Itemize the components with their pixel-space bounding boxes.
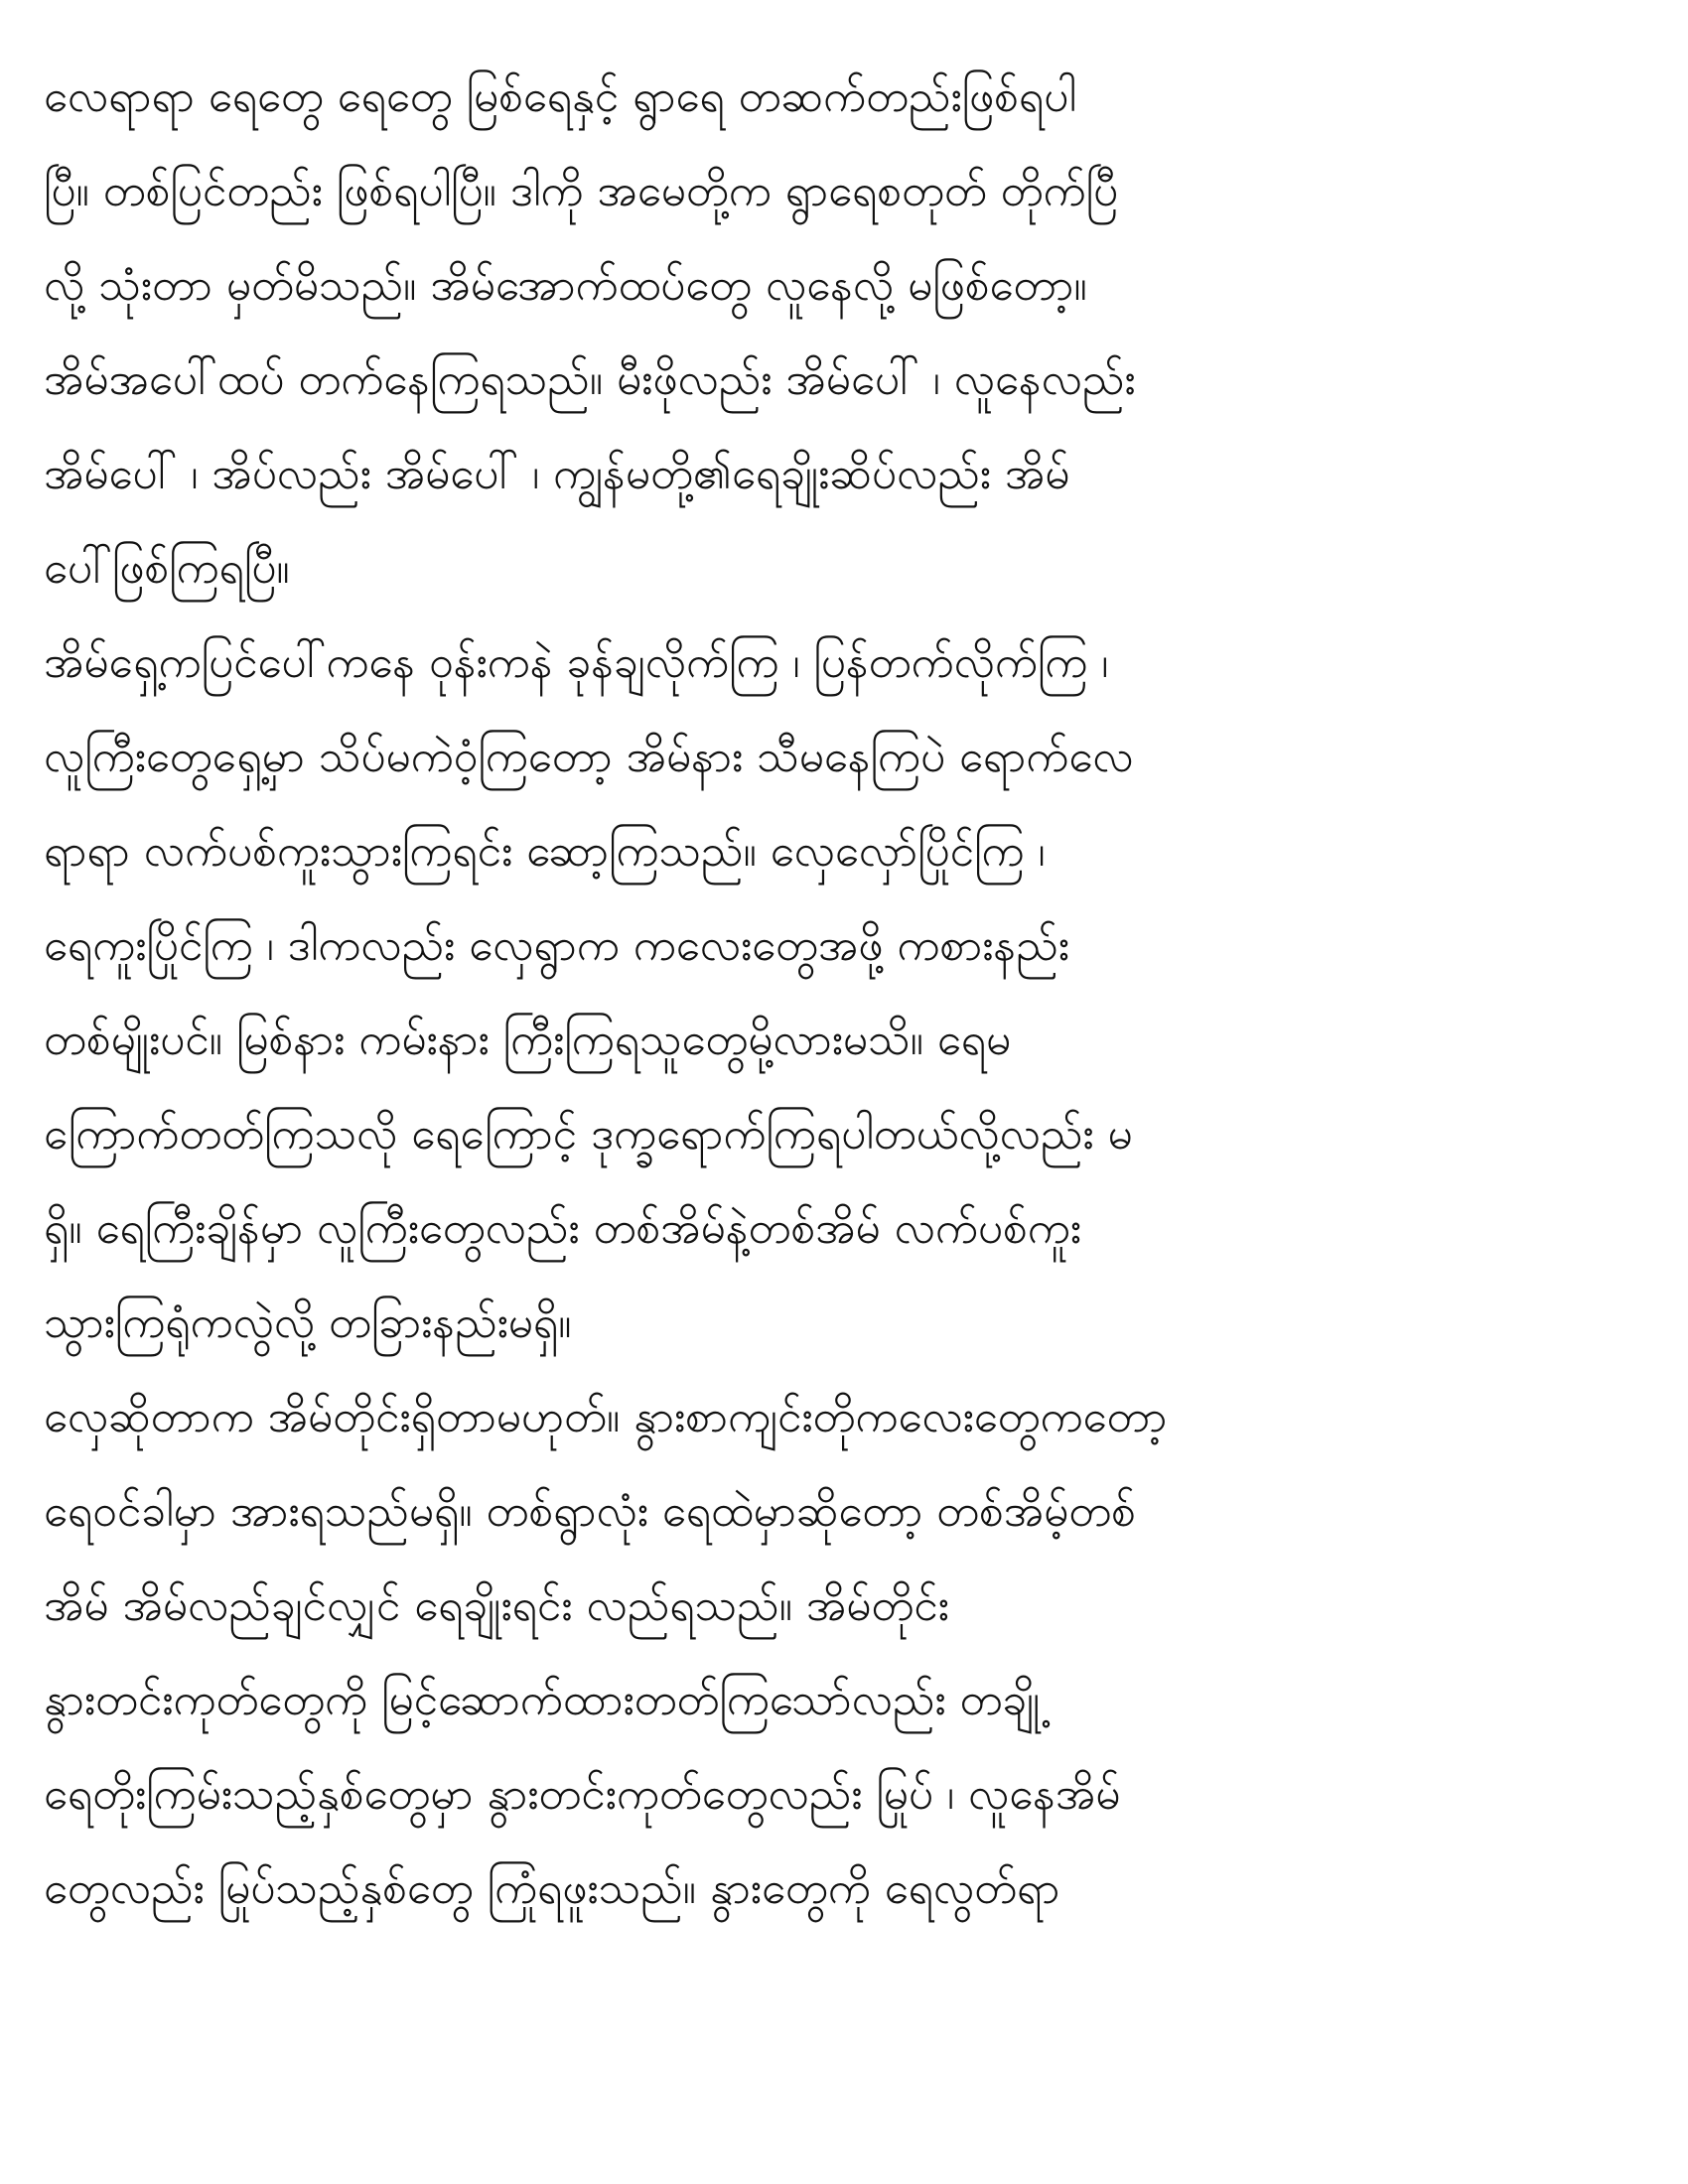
body-text — [44, 50, 1632, 1936]
text-line: သွားကြရုံကလွဲလို့ တခြားနည်းမရှိ။ — [44, 1297, 572, 1348]
text-line: ရာရာ လက်ပစ်ကူးသွားကြရင်း ဆော့ကြသည်။ လှေလှော်ပြိုင်ကြ ၊ — [44, 826, 1046, 877]
text-line: နွားတင်းကုတ်တွေကို မြင့်ဆောက်ထားတတ်ကြသော်လည်း တချို့ — [44, 1675, 1041, 1725]
text-line: လှေဆိုတာက အိမ်တိုင်းရှိတာမဟုတ်။ နွားစာကျင်းတိုကလေးတွေကတော့ — [44, 1392, 1168, 1442]
text-line: ရှိ။ ရေကြီးချိန်မှာ လူကြီးတွေလည်း တစ်အိမ်နဲ့တစ်အိမ် လက်ပစ်ကူး — [44, 1203, 1081, 1254]
text-line: လို့ သုံးတာ မှတ်မိသည်။ အိမ်အောက်ထပ်တွေ လူနေလို့ မဖြစ်တော့။ — [44, 260, 1087, 311]
text-line: လူကြီးတွေရှေ့မှာ သိပ်မကဲဝံ့ကြတော့ အိမ်နား သီမနေကြပဲ ရောက်လေ — [44, 732, 1134, 782]
text-line: ရေဝင်ခါမှာ အားရသည်မရှိ။ တစ်ရွာလုံး ရေထဲမှာဆိုတော့ တစ်အိမ့်တစ် — [44, 1486, 1136, 1537]
text-line: ပြီ။ တစ်ပြင်တည်း ဖြစ်ရပါပြီ။ ဒါကို အမေတို့က ရွာရေစတုတ် တိုက်ပြီ — [44, 166, 1119, 216]
text-line: အိမ် အိမ်လည်ချင်လျှင် ရေချိုးရင်း လည်ရသည်။ အိမ်တိုင်း — [44, 1580, 949, 1631]
text-line: အိမ်ရှေ့ကပြင်ပေါ်ကနေ ဝုန်းကနဲ ခုန်ချလိုက်ကြ ၊ ပြန်တက်လိုက်ကြ ၊ — [44, 637, 1109, 688]
text-line: ကြောက်တတ်ကြသလို ရေကြောင့် ဒုက္ခရောက်ကြရပါတယ်လို့လည်း မ — [44, 1109, 1133, 1160]
text-line: ပေါ်ဖြစ်ကြရပြီ။ — [44, 543, 290, 594]
text-line: အိမ်အပေါ်ထပ် တက်နေကြရသည်။ မီးဖိုလည်း အိမ်ပေါ် ၊ လူနေလည်း — [44, 354, 1136, 405]
text-line: ရေတိုးကြမ်းသည့်နှစ်တွေမှာ နွားတင်းကုတ်တွေလည်း မြုပ် ၊ လူနေအိမ် — [44, 1769, 1121, 1820]
text-line: ရေကူးပြိုင်ကြ ၊ ဒါကလည်း လှေရွာက ကလေးတွေအဖို့ ကစားနည်း — [44, 920, 1069, 971]
text-line: လေရာရာ ရေတွေ ရေတွေ မြစ်ရေနှင့် ရွာရေ တဆက်တည်းဖြစ်ရပါ — [44, 71, 1076, 122]
text-line: တစ်မျိုးပင်။ မြစ်နား ကမ်းနား ကြီးကြရသူတွေမို့လားမသိ။ ရေမ — [44, 1015, 1012, 1065]
text-line: တွေလည်း မြုပ်သည့်နှစ်တွေ ကြုံရဖူးသည်။ နွားတွေကို ရေလွတ်ရာ — [44, 1863, 1060, 1914]
text-line: အိမ်ပေါ် ၊ အိပ်လည်း အိမ်ပေါ် ၊ ကျွန်မတို့၏ရေချိုးဆိပ်လည်း အိမ် — [44, 449, 1070, 499]
